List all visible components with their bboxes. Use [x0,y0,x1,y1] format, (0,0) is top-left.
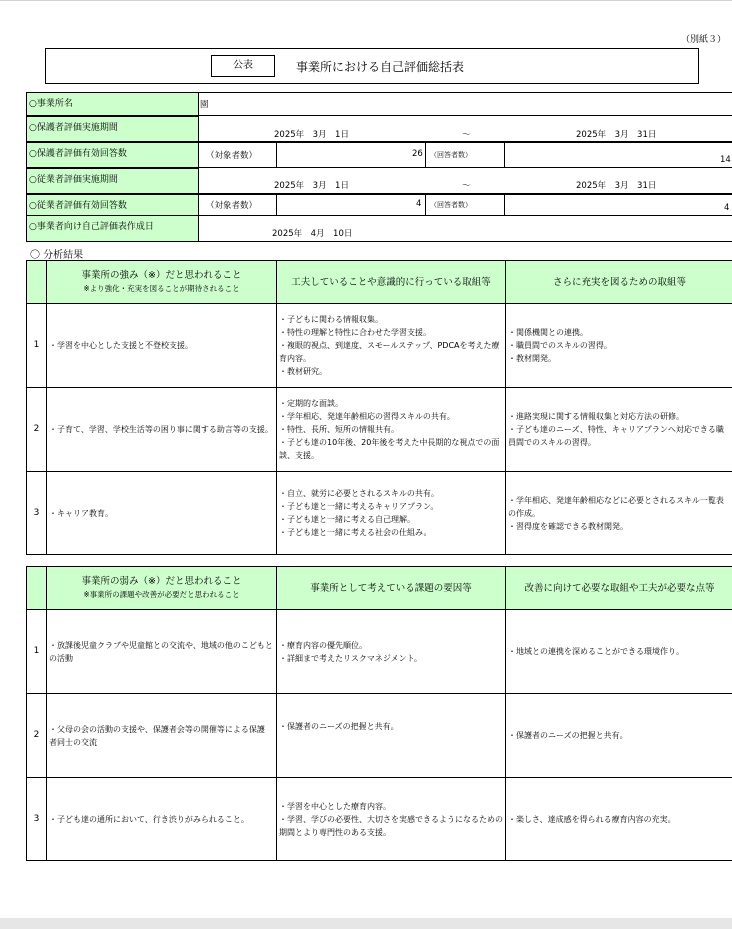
strengths-header-row [27,261,732,304]
weakness-2 [47,694,277,778]
guardian-answer-label: （回答者数） [430,151,472,159]
weaknesses-header-col3: 改善に向けて必要な取組や工夫が必要な点等 [506,567,732,610]
weakness-1 [47,610,277,694]
strength-3-improvements [506,472,732,555]
text-line: ・学習を中心とした療育内容。 [279,801,391,811]
text-line: ・特性、長所、短所の情報共有。 [279,425,399,434]
text-line: ・学習を中心とした支援と不登校支援。 [49,341,193,350]
staff-period-end: 2025年 3月 31日 [576,181,657,191]
text-line: の活動 [49,653,73,663]
weakness-2-causes [277,694,506,778]
weaknesses-table [26,566,732,861]
text-line: 期間とより専門性のある支援。 [279,827,391,837]
text-line: ・父母の会の活動の支援や、保護者会等の開催等による保護 [49,724,265,734]
text-line: ・療育内容の優先順位。 [279,640,367,650]
text-line: ・学年相応、発達年齢相応の習得スキルの共有。 [279,412,455,421]
staff-answer-label: （回答者数） [430,201,472,209]
text-line: 育内容。 [279,354,311,363]
public-badge: 公表 [211,55,275,77]
guardian-period-label: ○保護者評価実施期間 [26,116,199,142]
text-line: ・子ども達と一緒に考えるキャリアプラン。 [279,502,439,511]
text-line: ・教材研究。 [279,367,327,376]
document-title: 事業所における自己評価総括表 [296,60,465,74]
created-date-label: ○事業者向け自己評価表作成日 [26,216,199,242]
text-line: 員間でのスキルの習得。 [508,438,596,447]
guardian-answer-count: 14 [720,155,731,165]
guardian-target-count: 26 [412,149,423,159]
created-date-value: 2025年 4月 10日 [272,229,353,239]
text-line: ・関係機関との連携。 [508,328,588,337]
strength-1-efforts [277,304,506,388]
weakness-1-causes [277,610,506,694]
office-name-label: ○事業所名 [26,92,199,116]
text-line: ・学年相応、発達年齢相応などに必要とされるスキル一覧表 [508,495,724,505]
text-line: ・子ども達と一緒に考える社会の仕組み。 [279,528,432,537]
office-name-value: 園 [200,100,209,110]
strength-1 [47,304,277,388]
strengths-table [26,260,732,555]
top-border [0,0,732,1]
strength-3 [47,472,277,555]
text-line: ・保護者のニーズの把握と共有。 [279,722,399,731]
text-line: ・保護者のニーズの把握と共有。 [508,731,628,740]
guardian-period-end: 2025年 3月 31日 [576,130,657,140]
text-line: ・楽しさ、達成感を得られる療育内容の充実。 [508,814,676,824]
info-row-staff-period [26,168,732,194]
table-row: 3 ・キャリア教育。 ・自立、就労に必要とされるスキルの共有。 ・子ども達と一緒に考えるキャリアプラン。 ・子ども達と一緒に考える自己理解。 ・子ども達と一緒に考える社会の仕組み。 ・学年相応、発達年齢相応などに必要とされるスキル一覧表 の作成。 ・習得度を確認できる教材開発。 [27,472,732,555]
weakness-2-improvements [506,694,732,778]
guardian-target-label: （対象者数） [206,151,258,161]
staff-target-count: 4 [416,199,422,209]
weakness-3 [47,778,277,861]
text-line: ・子ども達のニーズ、特性、キャリアプランへ対応できる職 [508,425,724,434]
info-row-guardian-period [26,116,732,142]
weaknesses-header-col1: 事業所の弱み（※）だと思われること ※事業所の課題や改善が必要だと思われること [47,567,277,610]
staff-responses-label: ○従業者評価有効回答数 [26,194,199,216]
info-row-guardian-responses [26,142,732,168]
staff-period-start: 2025年 3月 1日 [274,181,349,191]
text-line: ・放課後児童クラブや児童館との交流や、地域の他のこどもと [49,640,273,650]
staff-period-label: ○従業者評価実施期間 [26,168,199,194]
table-row: 2 ・父母の会の活動の支援や、保護者会等の開催等による保護 者同士の交流 ・保護者のニーズの把握と共有。 ・保護者のニーズの把握と共有。 [27,694,732,778]
text-line: ・地域との連携を深めることができる環境作り。 [508,647,684,656]
strength-1-improvements [506,304,732,388]
text-line: ・キャリア教育。 [49,508,113,518]
weakness-3-improvements [506,778,732,861]
strengths-header-col3: さらに充実を図るための取組等 [506,261,732,304]
table-row: 3 ・子ども達の通所において、行き渋りがみられること。 ・学習を中心とした療育内容。 ・学習、学びの必要性、大切さを実感できるようになるための 期間とより専門性のある支援。 ・楽しさ、達成感を得られる療育内容の充実。 [27,778,732,861]
text-line: ・教材開発。 [508,354,556,363]
text-line: ・自立、就労に必要とされるスキルの共有。 [279,489,439,498]
text-line: ・複眼的視点、到達度、スモールステップ、PDCAを考えた療 [279,341,500,350]
text-line: 者同士の交流 [49,737,97,747]
text-line: ・子育て、学習、学校生活等の困り事に関する助言等の支援。 [49,425,273,434]
staff-period-separator: ～ [462,181,471,191]
table-row: 1 ・学習を中心とした支援と不登校支援。 ・子どもに関わる情報収集。 ・特性の理解と特性に合わせた学習支援。 ・複眼的視点、到達度、スモールステップ、PDCAを考えた療 育内容。 ・教材研究。 ・関係機関との連携。 ・職員間でのスキルの習得。 ・教材開発。 [27,304,732,388]
staff-answer-count: 4 [724,203,730,213]
analysis-section-title: 〇 分析結果 [30,250,84,261]
weaknesses-header-row [27,567,732,610]
table-row: 1 ・放課後児童クラブや児童館との交流や、地域の他のこどもと の活動 ・療育内容の優先順位。 ・詳細まで考えたリスクマネジメント。 ・地域との連携を深めることができる環境作り。 [27,610,732,694]
text-line: ・子どもに関わる情報収集。 [279,315,383,324]
annex-label: （別紙３） [680,35,726,45]
strength-2 [47,388,277,472]
text-line: ・詳細まで考えたリスクマネジメント。 [279,653,422,663]
text-line: ・学習、学びの必要性、大切さを実感できるようになるための [279,814,503,824]
strength-3-efforts [277,472,506,555]
guardian-period-start: 2025年 3月 1日 [274,130,349,140]
table-row: 2 ・子育て、学習、学校生活等の困り事に関する助言等の支援。 ・定期的な面談。 ・学年相応、発達年齢相応の習得スキルの共有。 ・特性、長所、短所の情報共有。 ・子ども達の10年後、20年後を考えた中長期的な視点での面 談、支援。 ・進路実現に関する情報収集と対応方法の研修。 ・子ども達のニーズ、特性、キャリアプランへ対応できる職 員間でのスキルの習得。 [27,388,732,472]
text-line: ・特性の理解と特性に合わせた学習支援。 [279,328,431,337]
text-line: の作成。 [508,508,540,518]
text-line: ・定期的な面談。 [279,399,343,408]
text-line: ・職員間でのスキルの習得。 [508,341,612,350]
guardian-responses-label: ○保護者評価有効回答数 [26,142,199,168]
staff-target-label: （対象者数） [206,201,258,211]
text-line: 談、支援。 [279,451,319,460]
strength-2-efforts [277,388,506,472]
text-line: ・子ども達と一緒に考える自己理解。 [279,515,415,524]
strengths-header-col1: 事業所の強み（※）だと思われること ※より強化・充実を図ることが期待されること [47,261,277,304]
text-line: ・進路実現に関する情報収集と対応方法の研修。 [508,412,684,421]
text-line: ・子ども達の通所において、行き渋りがみられること。 [49,814,249,824]
text-line: ・習得度を確認できる教材開発。 [508,521,628,531]
info-row-created-date [26,216,732,242]
text-line: ・子ども達の10年後、20年後を考えた中長期的な視点での面 [279,438,500,447]
weakness-3-causes [277,778,506,861]
strengths-header-col2: 工夫していることや意識的に行っている取組等 [277,261,506,304]
guardian-period-separator: ～ [462,130,471,140]
info-row-staff-responses [26,194,732,216]
title-box [45,48,699,84]
bottom-scroll-area [0,918,732,929]
weakness-1-improvements [506,610,732,694]
info-row-office [26,92,732,116]
strength-2-improvements [506,388,732,472]
weaknesses-header-col2: 事業所として考えている課題の要因等 [277,567,506,610]
